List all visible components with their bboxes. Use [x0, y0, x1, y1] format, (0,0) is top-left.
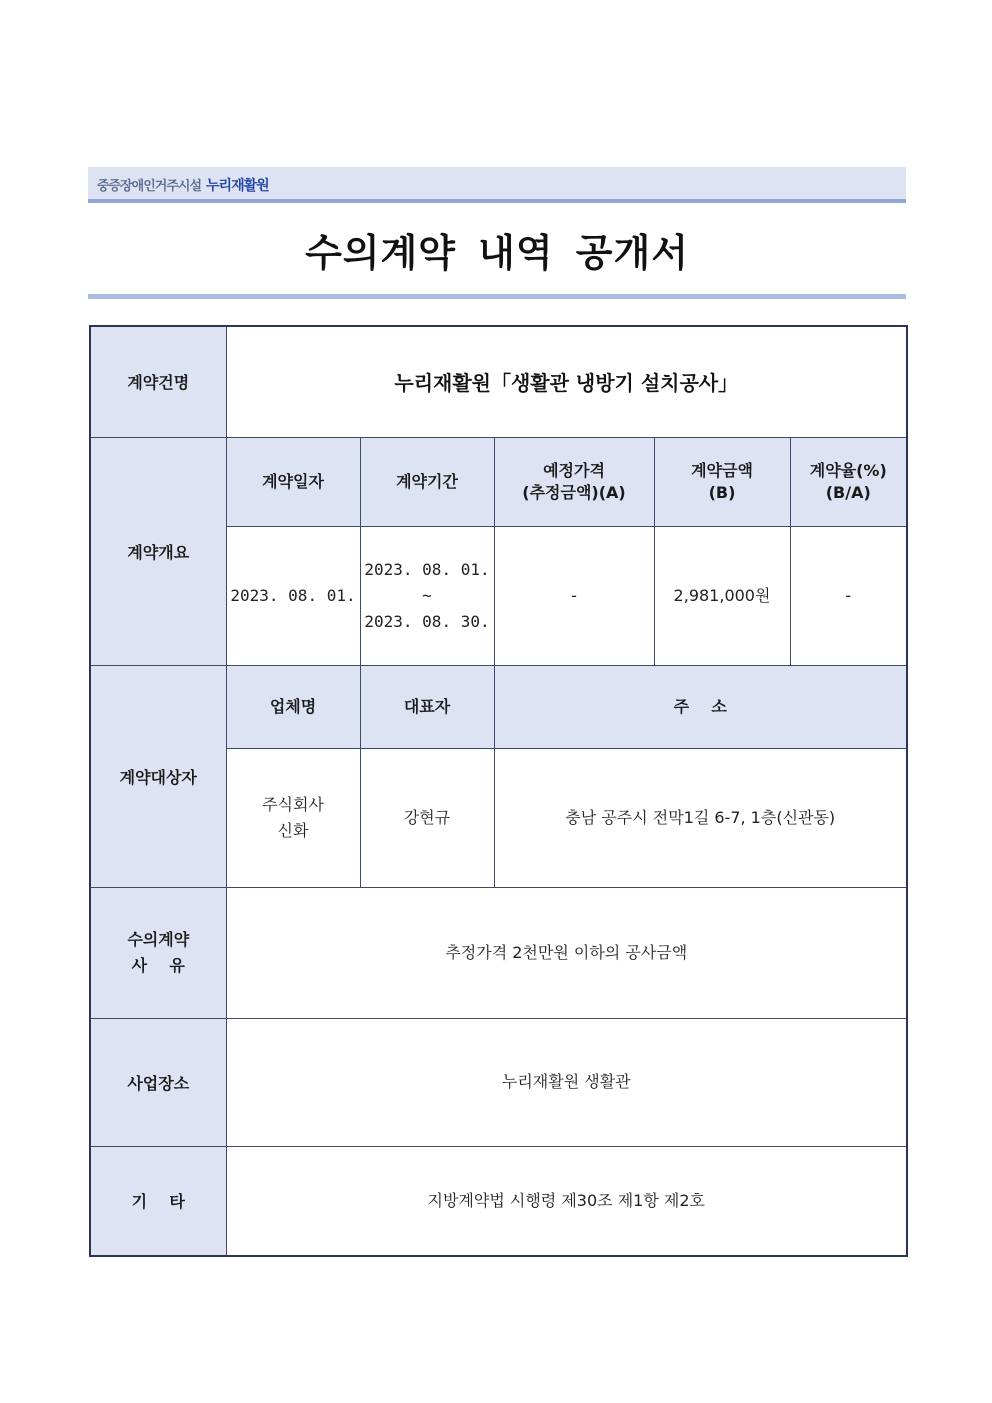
reason-value: 추정가격 2천만원 이하의 공사금액	[226, 887, 907, 1018]
contract-name-value: 누리재활원「생활관 냉방기 설치공사」	[226, 326, 907, 437]
contract-rate-value: -	[790, 526, 907, 665]
title-divider	[88, 294, 906, 299]
contract-period-value	[360, 526, 494, 665]
estimated-price-value: -	[494, 526, 654, 665]
reason-row	[90, 887, 907, 1018]
contract-amount-header-line1: 계약금액	[691, 460, 753, 480]
organization-header-bar	[88, 167, 906, 203]
contract-amount-header	[654, 437, 790, 526]
contract-name-row	[90, 326, 907, 437]
etc-row	[90, 1146, 907, 1256]
contract-date-value: 2023. 08. 01.	[226, 526, 360, 665]
contract-rate-header-line1: 계약율(%)	[809, 460, 887, 480]
address-header: 주 소	[494, 665, 907, 748]
document-title: 수의계약 내역 공개서	[305, 231, 689, 275]
company-name-line1: 주식회사	[262, 794, 324, 814]
contract-name-label: 계약건명	[90, 326, 226, 437]
contract-date-header: 계약일자	[226, 437, 360, 526]
contract-disclosure-table	[89, 325, 908, 1257]
etc-value: 지방계약법 시행령 제30조 제1항 제2호	[226, 1146, 907, 1256]
estimated-price-header-line1: 예정가격	[543, 460, 605, 480]
reason-label-line2: 사 유	[131, 955, 185, 975]
estimated-price-header-line2: (추정금액)(A)	[522, 482, 626, 502]
contract-amount-value: 2,981,000원	[654, 526, 790, 665]
organization-type: 중증장애인거주시설	[97, 179, 202, 194]
overview-label: 계약개요	[90, 437, 226, 665]
overview-header-row	[90, 437, 907, 526]
representative-header: 대표자	[360, 665, 494, 748]
contract-amount-header-line2: (B)	[708, 482, 736, 502]
etc-label: 기 타	[90, 1146, 226, 1256]
estimated-price-header	[494, 437, 654, 526]
company-name-line2: 신화	[277, 820, 309, 840]
reason-label-line1: 수의계약	[127, 929, 190, 949]
company-name-value	[226, 748, 360, 887]
contract-period-start: 2023. 08. 01.	[364, 559, 490, 579]
organization-name: 누리재활원	[206, 177, 269, 194]
contractor-header-row	[90, 665, 907, 748]
representative-value: 강현규	[360, 748, 494, 887]
contract-period-header: 계약기간	[360, 437, 494, 526]
reason-label	[90, 887, 226, 1018]
site-value: 누리재활원 생활관	[226, 1018, 907, 1146]
company-name-header: 업체명	[226, 665, 360, 748]
site-label: 사업장소	[90, 1018, 226, 1146]
site-row	[90, 1018, 907, 1146]
contractor-label: 계약대상자	[90, 665, 226, 887]
contract-period-end: 2023. 08. 30.	[364, 611, 490, 631]
contract-rate-header	[790, 437, 907, 526]
address-value: 충남 공주시 전막1길 6-7, 1층(신관동)	[494, 748, 907, 887]
contract-period-separator: ~	[422, 585, 432, 605]
contract-rate-header-line2: (B/A)	[825, 482, 871, 502]
